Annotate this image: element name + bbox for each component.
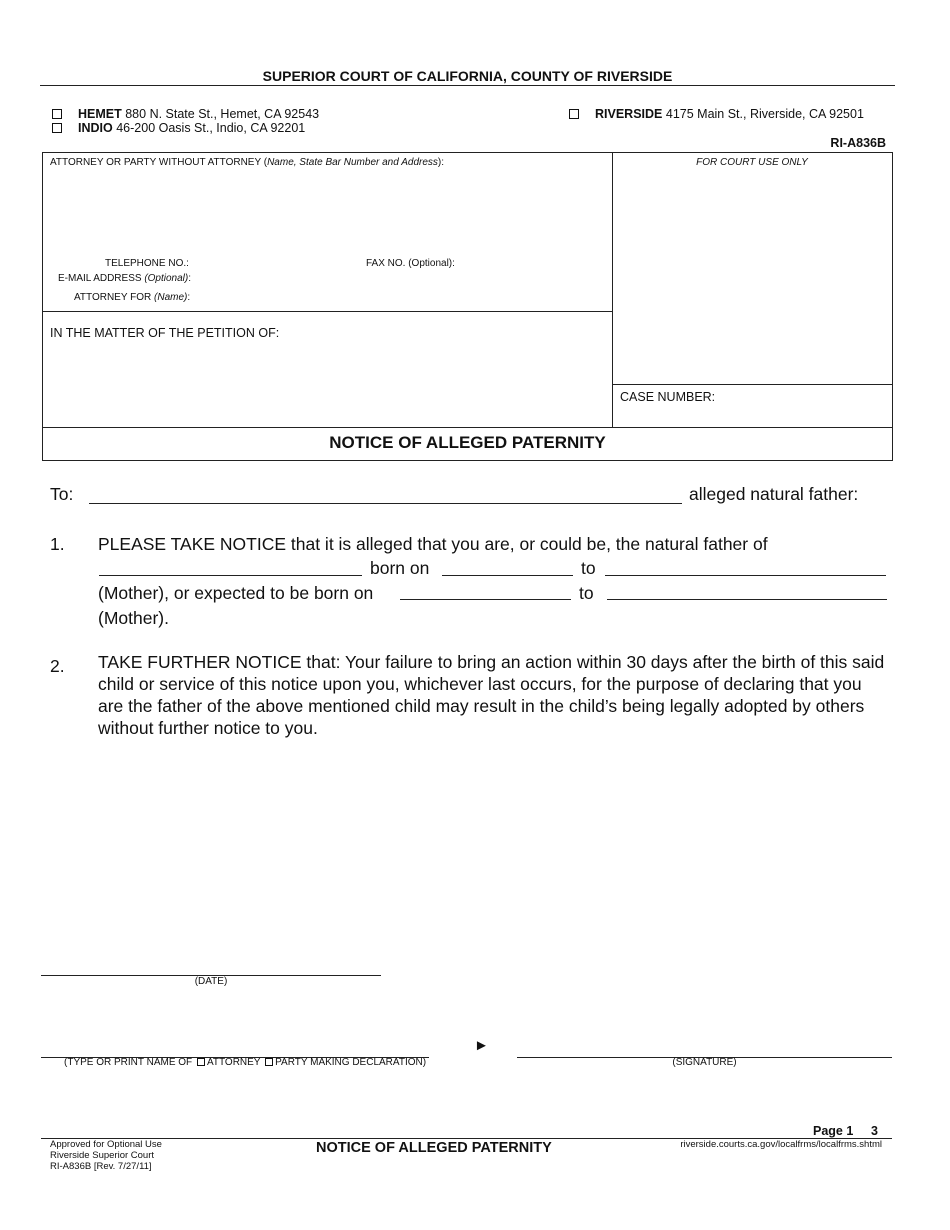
court-name-label: Riverside Superior Court — [50, 1150, 155, 1161]
form-code: RI-A836B — [830, 136, 886, 150]
attorney-label-prefix: ATTORNEY OR PARTY WITHOUT ATTORNEY ( — [50, 157, 268, 168]
caption-right-rule — [892, 152, 893, 460]
riverside-address: 4175 Main St., Riverside, CA 92501 — [665, 107, 864, 121]
court-use-bottom-rule — [612, 384, 892, 385]
mother-expected-label: (Mother), or expected to be born on — [98, 583, 374, 603]
attorney-label-italic: Name, State Bar Number and Address — [267, 157, 438, 168]
to-mother-label: to — [581, 558, 596, 578]
footer-url: riverside.courts.ca.gov/localfrms/localfrms.shtml — [680, 1139, 882, 1150]
child-name-field[interactable] — [99, 575, 362, 576]
matter-label: IN THE MATTER OF THE PETITION OF: — [50, 326, 280, 340]
court-use-only-label: FOR COURT USE ONLY — [696, 157, 808, 168]
signature-arrow-icon: ► — [474, 1037, 489, 1054]
expected-date-field[interactable] — [400, 599, 571, 600]
party-option: PARTY MAKING DECLARATION) — [275, 1057, 427, 1068]
alleged-father-label: alleged natural father: — [689, 484, 859, 504]
indio-address: 46-200 Oasis St., Indio, CA 92201 — [116, 121, 306, 135]
born-on-label: born on — [370, 558, 430, 578]
email-label-prefix: E-MAIL ADDRESS — [58, 273, 145, 284]
attorney-checkbox[interactable] — [197, 1058, 205, 1066]
attorney-label — [50, 157, 444, 168]
header-rule — [40, 85, 895, 86]
title-bottom-rule — [42, 460, 893, 461]
attorney-for-label — [74, 292, 190, 303]
mother-name-2-field[interactable] — [607, 599, 887, 600]
approved-label: Approved for Optional Use — [50, 1139, 162, 1150]
caption-top-rule — [42, 152, 893, 153]
indio-checkbox[interactable] — [52, 123, 62, 133]
caption-divider-rule — [612, 152, 613, 427]
indio-name: INDIO — [78, 121, 113, 135]
indio-location — [78, 121, 305, 135]
email-label-suffix: : — [188, 273, 192, 284]
item-2-number: 2. — [50, 656, 65, 676]
printed-name-label — [64, 1057, 426, 1068]
hemet-name: HEMET — [78, 107, 122, 121]
attorney-for-prefix: ATTORNEY FOR — [74, 292, 155, 303]
page-label: Page 1 — [813, 1124, 854, 1138]
party-checkbox[interactable] — [265, 1058, 273, 1066]
attorney-for-italic: (Name) — [154, 292, 188, 303]
to-name-field[interactable] — [89, 503, 682, 504]
mother-name-field[interactable] — [605, 575, 886, 576]
attorney-option: ATTORNEY — [206, 1057, 261, 1068]
case-number-label: CASE NUMBER: — [620, 390, 716, 404]
item-2-text: TAKE FURTHER NOTICE that: Your failure to bring an action within 30 days after the birth of this said child or service of this notice upon you, whichever last occurs, for the purpose of declaring that you are the father of the above mentioned child may result in the child’s being legally adopted by others without further notice to you. — [98, 652, 885, 738]
riverside-checkbox[interactable] — [569, 109, 579, 119]
page-total: 3 — [871, 1124, 878, 1138]
email-label — [58, 273, 191, 284]
footer-title: NOTICE OF ALLEGED PATERNITY — [316, 1140, 552, 1156]
fax-label: FAX NO. (Optional): — [366, 258, 455, 269]
email-label-italic: (Optional) — [144, 273, 189, 284]
attorney-label-suffix: ): — [437, 157, 445, 168]
to-mother-2-label: to — [579, 583, 594, 603]
court-title: SUPERIOR COURT OF CALIFORNIA, COUNTY OF RIVERSIDE — [262, 68, 673, 84]
attorney-for-suffix: : — [187, 292, 191, 303]
riverside-name: RIVERSIDE — [595, 107, 663, 121]
form-title: NOTICE OF ALLEGED PATERNITY — [329, 433, 606, 452]
printed-name-prefix: (TYPE OR PRINT NAME OF — [64, 1057, 193, 1068]
birth-date-field[interactable] — [442, 575, 573, 576]
hemet-address: 880 N. State St., Hemet, CA 92543 — [125, 107, 320, 121]
hemet-checkbox[interactable] — [52, 109, 62, 119]
item-1-line1: PLEASE TAKE NOTICE that it is alleged that you are, or could be, the natural father of — [98, 534, 768, 554]
date-label: (DATE) — [194, 976, 228, 987]
telephone-label: TELEPHONE NO.: — [105, 258, 189, 269]
mother-end-label: (Mother). — [98, 608, 169, 628]
caption-left-rule — [42, 152, 43, 460]
item-1-number: 1. — [50, 534, 65, 554]
to-label: To: — [50, 484, 74, 504]
signature-label: (SIGNATURE) — [672, 1057, 737, 1068]
attorney-bottom-rule — [42, 311, 612, 312]
title-top-rule — [42, 427, 893, 428]
riverside-location — [595, 107, 864, 121]
revision-label: RI-A836B [Rev. 7/27/11] — [50, 1161, 152, 1172]
hemet-location — [78, 107, 319, 121]
